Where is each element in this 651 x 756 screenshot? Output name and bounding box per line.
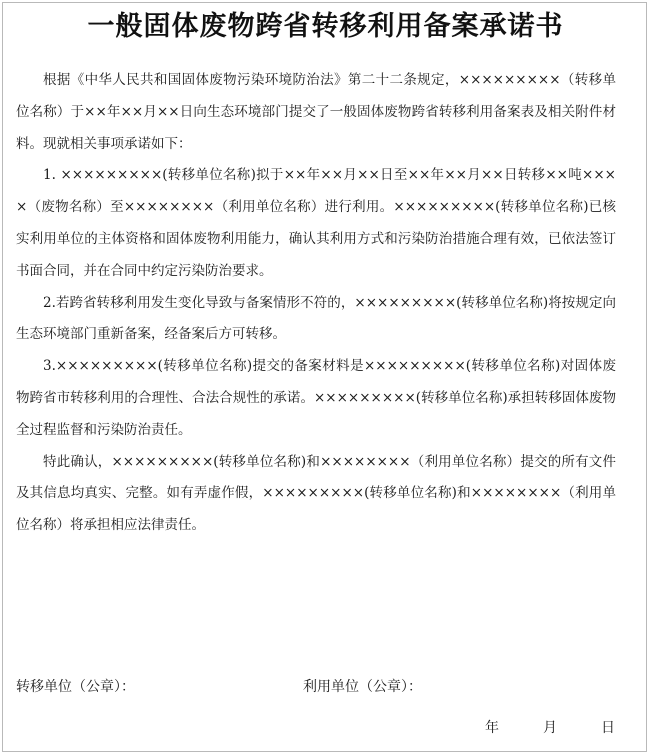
date-month-label: 月 bbox=[543, 720, 557, 736]
document-title: 一般固体废物跨省转移利用备案承诺书 bbox=[87, 11, 564, 42]
date-year-label: 年 bbox=[485, 720, 499, 736]
paragraph-confirmation: 特此确认，×××××××××(转移单位名称)和××××××××（利用单位名称）提交的所有文件及其信息均真实、完整。如有弄虚作假，×××××××××(转移单位名称)和××××××××（利用单位名称）将承担相应法律责任。 bbox=[16, 453, 616, 534]
date-day-label: 日 bbox=[601, 720, 615, 736]
paragraph-commitment-1: 1. ×××××××××(转移单位名称)拟于××年××月××日至××年××月××日转移××吨××××（废物名称）至××××××××（利用单位名称）进行利用。×××××××××(转移单位名称)已核实利用单位的主体资格和固体废物利用能力，确认其利用方式和污染防治措施合理有效，已依法签订书面合同，并在合同中约定污染防治要求。 bbox=[16, 167, 616, 279]
transfer-unit-seal-label: 转移单位（公章）： bbox=[16, 679, 135, 695]
signature-date bbox=[485, 716, 615, 740]
paragraph-commitment-2: 2.若跨省转移利用发生变化导致与备案情形不符的，×××××××××(转移单位名称)将按规定向生态环境部门重新备案，经备案后方可转移。 bbox=[16, 294, 616, 343]
receiving-unit-seal-label: 利用单位（公章）： bbox=[303, 679, 422, 695]
paragraph-intro: 根据《中华人民共和国固体废物污染环境防治法》第二十二条规定，×××××××××（转移单位名称）于××年××月××日向生态环境部门提交了一般固体废物跨省转移利用备案表及相关附件材料。现就相关事项承诺如下： bbox=[16, 72, 616, 152]
paragraph-commitment-3: 3.×××××××××(转移单位名称)提交的备案材料是×××××××××(转移单位名称)对固体废物跨省市转移利用的合理性、合法合规性的承诺。×××××××××(转移单位名称)承担转移固体废物全过程监督和污染防治责任。 bbox=[16, 358, 616, 438]
document-body bbox=[16, 65, 616, 542]
